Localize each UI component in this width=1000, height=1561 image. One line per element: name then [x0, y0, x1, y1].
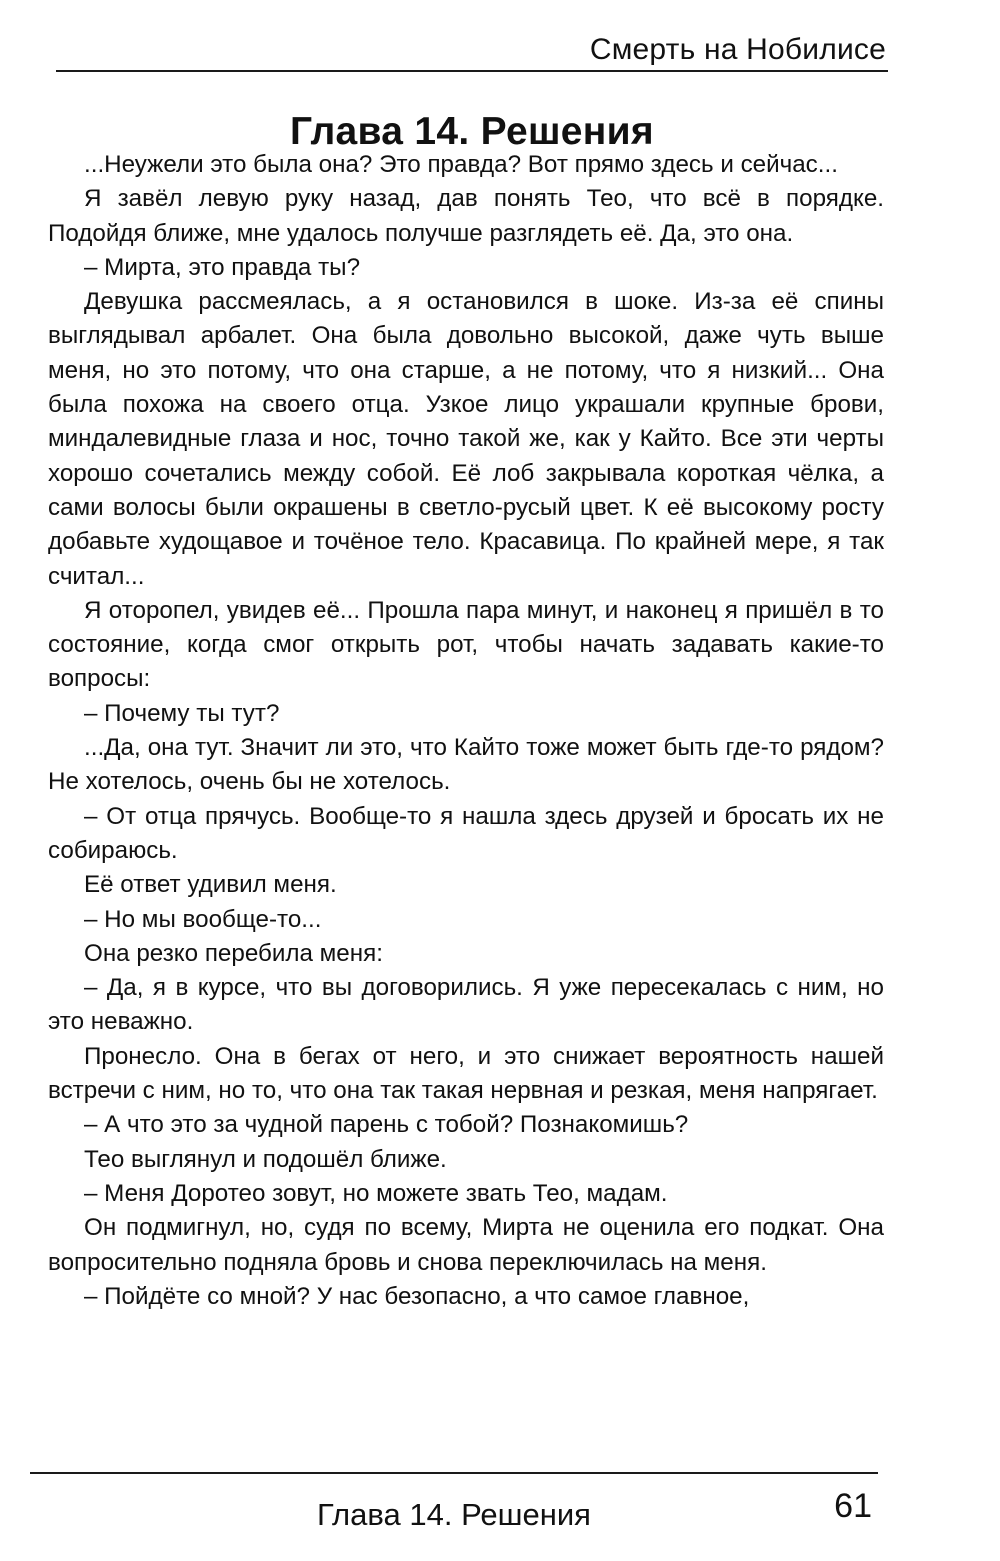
paragraph: – Но мы вообще-то...: [84, 905, 322, 933]
paragraph: – Мирта, это правда ты?: [84, 253, 361, 281]
paragraph: Он подмигнул, но, судя по всему, Мирта не оценила его подкат. Она вопросительно подняла бровь и снова переключилась на меня.: [48, 1214, 884, 1276]
paragraph: – От отца прячусь. Вообще-то я нашла здесь друзей и бросать их не собираюсь.: [48, 802, 884, 864]
paragraph: ...Неужели это была она? Это правда? Вот прямо здесь и сейчас...: [84, 151, 838, 178]
body-text: [48, 148, 884, 1314]
paragraph: Я оторопел, увидев её... Прошла пара минут, и наконец я пришёл в то состояние, когда смог открыть рот, чтобы начать задавать какие-то вопросы:: [48, 596, 884, 693]
paragraph: – Да, я в курсе, что вы договорились. Я уже пересекалась с ним, но это неважно.: [48, 974, 884, 1036]
running-footer: [30, 1472, 878, 1554]
paragraph: Её ответ удивил меня.: [84, 871, 337, 899]
running-header: [56, 30, 888, 72]
chapter-title: Глава 14. Решения: [290, 110, 654, 154]
paragraph: Она резко перебила меня:: [84, 939, 383, 967]
footer-chapter-title: Глава 14. Решения: [317, 1497, 591, 1532]
paragraph: Тео выглянул и подошёл ближе.: [84, 1145, 447, 1173]
paragraph: – Пойдёте со мной? У нас безопасно, а что самое главное,: [84, 1282, 750, 1310]
paragraph: – Почему ты тут?: [84, 699, 280, 727]
page-number: 61: [834, 1487, 872, 1525]
paragraph: – А что это за чудной парень с тобой? Познакомишь?: [84, 1111, 689, 1139]
paragraph: – Меня Доротео зовут, но можете звать Тео, мадам.: [84, 1179, 668, 1207]
paragraph: ...Да, она тут. Значит ли это, что Кайто тоже может быть где-то рядом? Не хотелось, очень бы не хотелось.: [48, 734, 884, 796]
paragraph: Девушка рассмеялась, а я остановился в шоке. Из-за её спины выглядывал арбалет. Она была довольно высокой, даже чуть выше меня, но это потому, что она старше, а не потому, что я низкий... Она была похожа на своего отца. Узкое лицо украшали крупные брови, миндалевидные глаза и нос, точно такой же, как у Кайто. Все эти черты хорошо сочетались между собой. Её лоб закрывала короткая чёлка, а сами волосы были окрашены в светло-русый цвет. К её высокому росту добавьте худощавое и точёное тело. Красавица. По крайней мере, я так считал...: [48, 288, 884, 590]
paragraph: Пронесло. Она в бегах от него, и это снижает вероятность нашей встречи с ним, но то, что она так такая нервная и резкая, меня напрягает.: [48, 1042, 884, 1105]
paragraph: Я завёл левую руку назад, дав понять Тео, что всё в порядке. Подойдя ближе, мне удалось получше разглядеть её. Да, это она.: [48, 185, 884, 247]
book-title: Смерть на Нобилисе: [589, 33, 886, 66]
